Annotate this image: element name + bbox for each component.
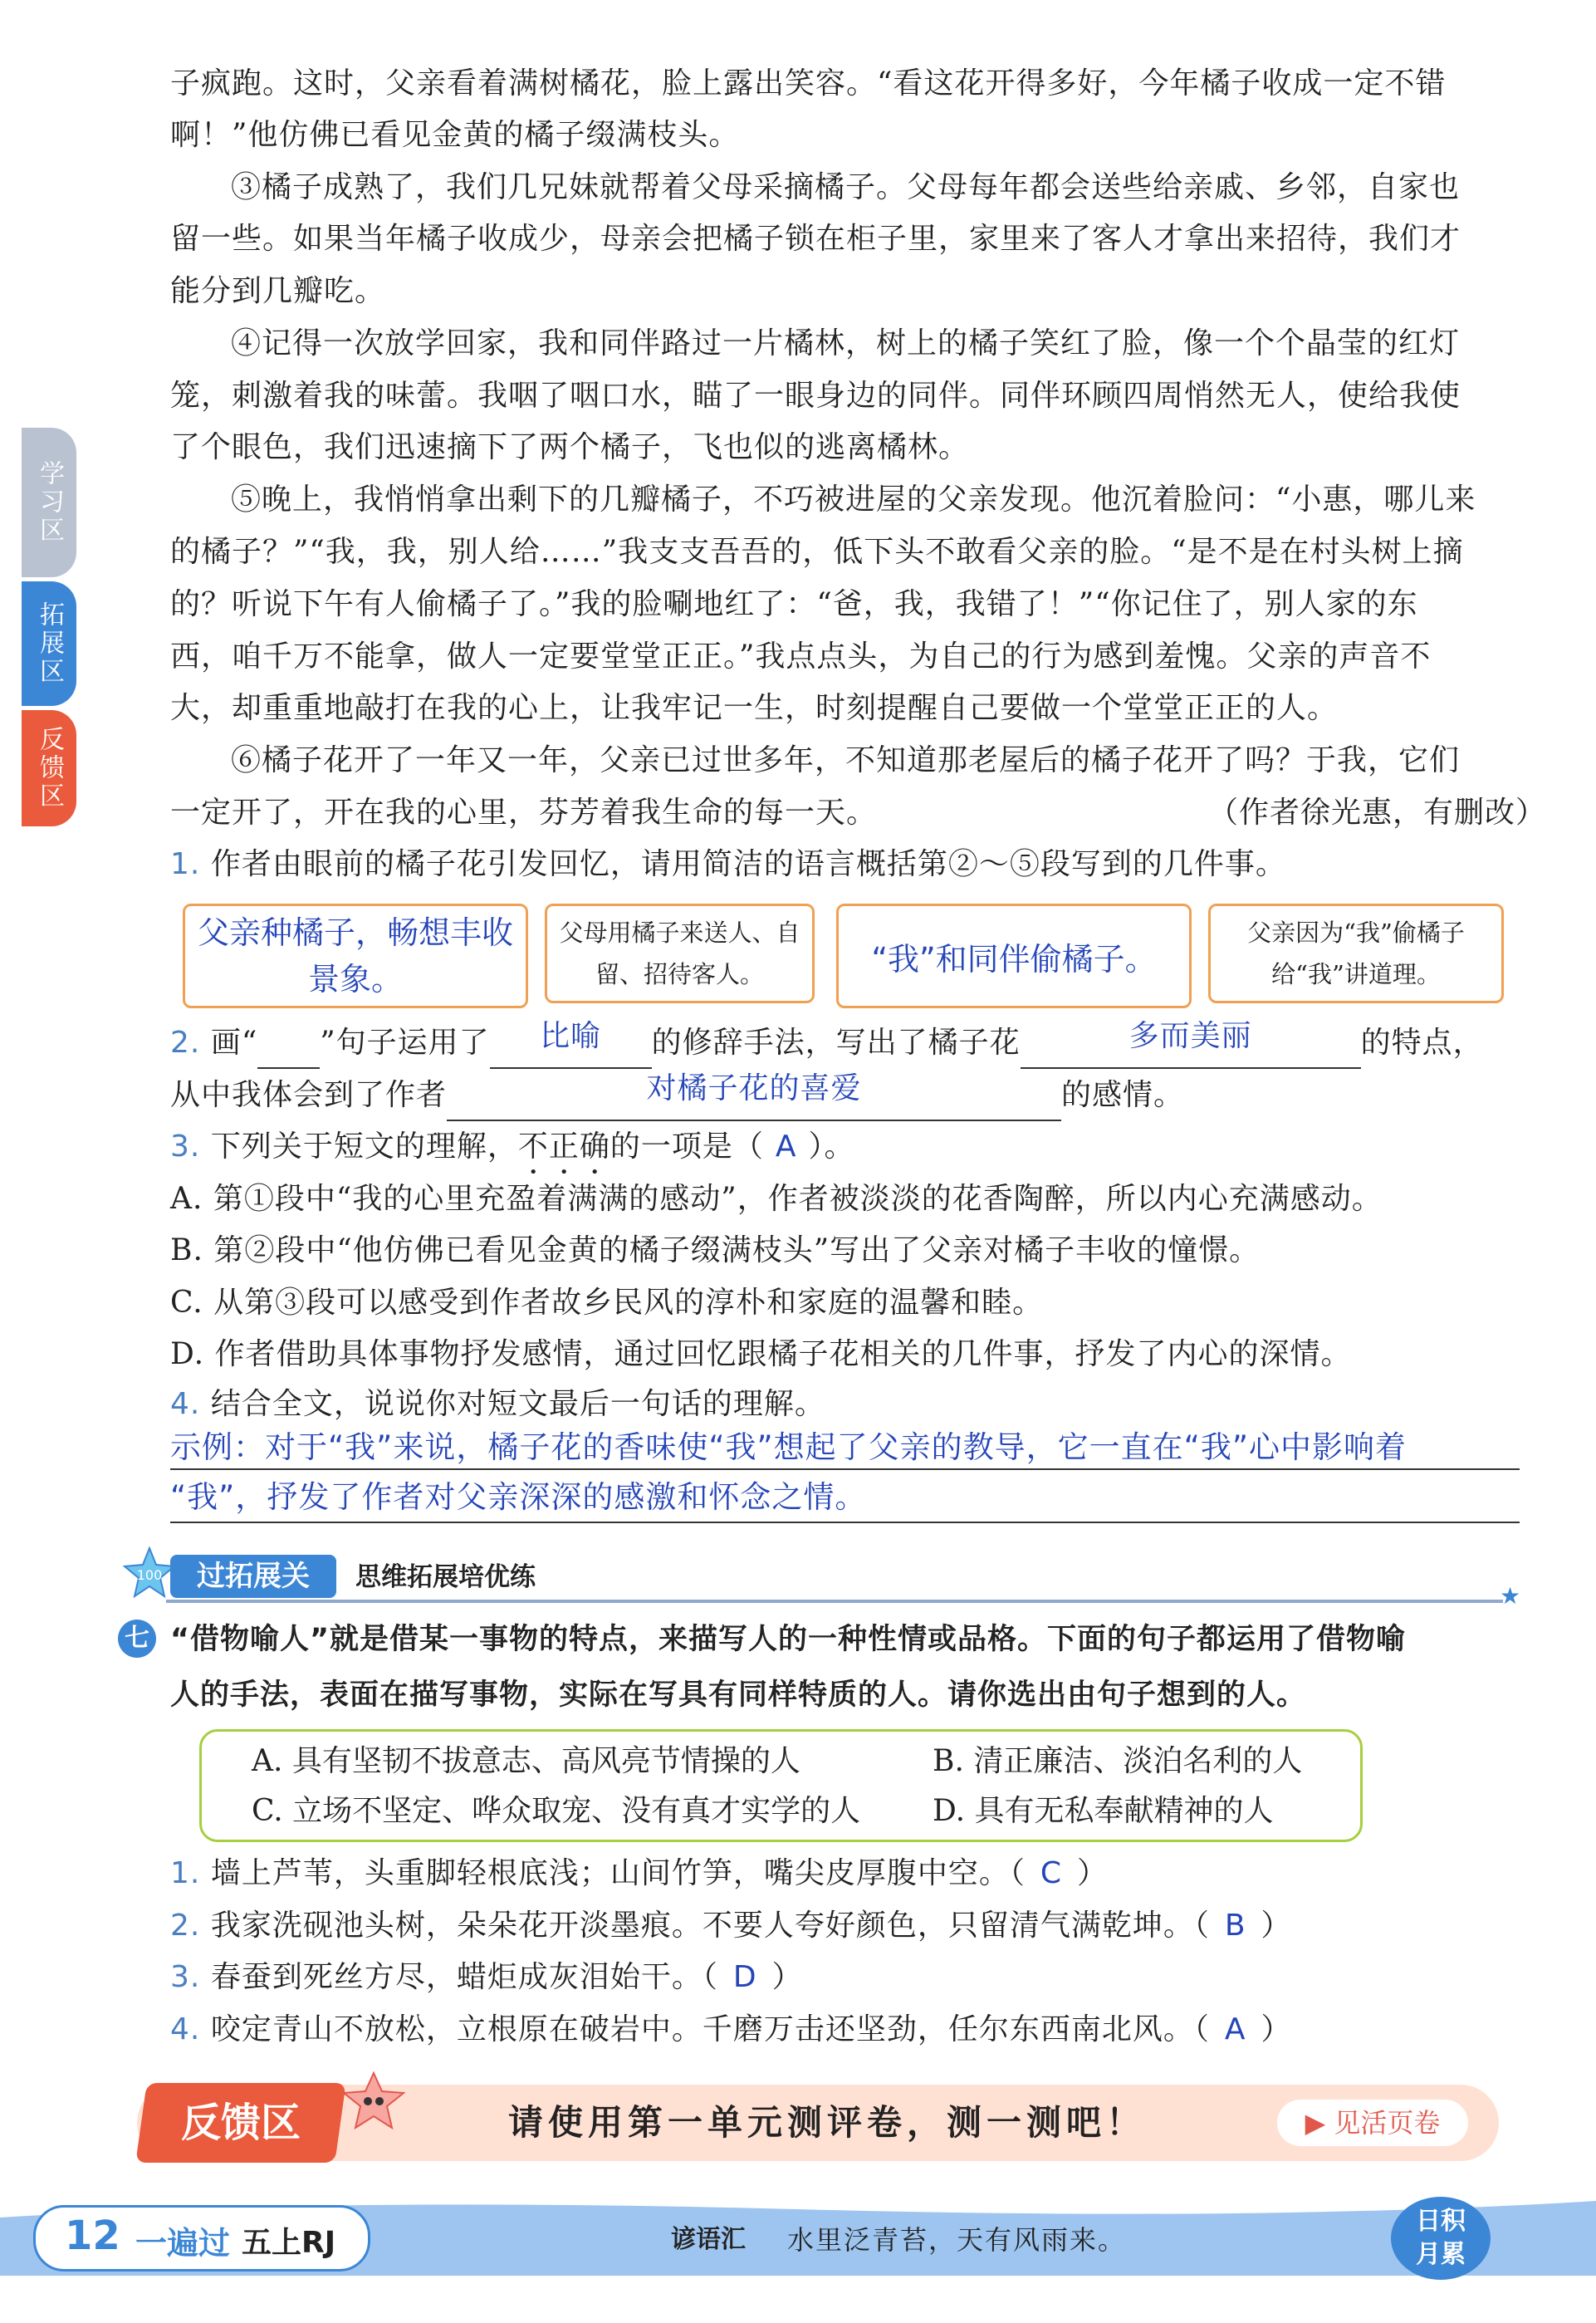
question-2: 2. 画“ ”句子运用了 比喻 的修辞手法，写出了橘子花 多而美丽 的特点， bbox=[170, 1017, 1484, 1069]
option-a: A. 第①段中“我的心里充盈着满满的感动”，作者被淡淡的花香陶醉，所以内心充满感动。 bbox=[170, 1182, 1383, 1216]
passage-line: 能分到几瓣吃。 bbox=[170, 274, 386, 308]
blank-underline bbox=[257, 1026, 320, 1069]
passage-line: ④记得一次放学回家，我和同伴路过一片橘林，树上的橘子笑红了脸，像一个个晶莹的红灯 bbox=[231, 326, 1461, 360]
answer-line-2: “我”，抒发了作者对父亲深深的感激和怀念之情。 bbox=[170, 1479, 867, 1515]
passage-line: 了个眼色，我们迅速摘下了两个橘子，飞也似的逃离橘林。 bbox=[170, 430, 970, 464]
page-number: 12 bbox=[65, 2213, 120, 2259]
answer-choice: C bbox=[1040, 1856, 1062, 1890]
question-number: 1. bbox=[170, 847, 201, 881]
question-7-badge: 七 bbox=[118, 1620, 156, 1658]
section-divider bbox=[166, 1600, 1503, 1603]
passage-line: ⑥橘子花开了一年又一年，父亲已过世多年，不知道那老屋后的橘子花开了吗？于我，它们 bbox=[231, 743, 1461, 777]
passage-line: ③橘子成熟了，我们几兄妹就帮着父母采摘橘子。父母每年都会送些给亲戚、乡邻，自家也 bbox=[231, 170, 1461, 204]
proverb-text: 水里泛青苔，天有风雨来。 bbox=[787, 2224, 1127, 2256]
question-number: 4. bbox=[170, 1387, 201, 1421]
answer-rule bbox=[170, 1468, 1520, 1470]
choice-a: A. 具有坚韧不拔意志、高风亮节情操的人 bbox=[252, 1744, 800, 1778]
feedback-title: 反馈区 bbox=[180, 2100, 301, 2146]
brand-name: 一遍过 bbox=[135, 2225, 231, 2262]
question-2-cont: 从中我体会到了作者 对橘子花的喜爱 的感情。 bbox=[170, 1070, 1184, 1121]
q7-intro-2: 人的手法，表面在描写事物，实际在写具有同样特质的人。请你选出由句子想到的人。 bbox=[170, 1679, 1307, 1712]
side-tab-extend[interactable]: 拓展区 bbox=[22, 581, 76, 706]
section-subtitle: 思维拓展培优练 bbox=[355, 1562, 536, 1592]
daily-accumulation-logo: 日积 月累 bbox=[1391, 2197, 1491, 2280]
answer-choice: A bbox=[1224, 2012, 1246, 2046]
answer-box-3: “我”和同伴偷橘子。 bbox=[836, 904, 1192, 1008]
play-icon: ▶ bbox=[1305, 2107, 1326, 2139]
grade-label: 五上RJ bbox=[242, 2226, 336, 2260]
question-number: 3. bbox=[170, 1130, 201, 1164]
answer-choice: B bbox=[1224, 1909, 1246, 1943]
question-3: 3. 下列关于短文的理解，不正确的一项是（ A ）。 bbox=[170, 1130, 855, 1164]
question-number: 2. bbox=[170, 1026, 201, 1060]
q7-item-1: 1. 墙上芦苇，头重脚轻根底浅；山间竹笋，嘴尖皮厚腹中空。（ C ） bbox=[170, 1856, 1108, 1890]
see-sheet-button[interactable]: ▶ 见活页卷 bbox=[1277, 2100, 1468, 2146]
option-c: C. 从第③段可以感受到作者故乡民风的淳朴和家庭的温馨和睦。 bbox=[170, 1286, 1044, 1320]
passage-line: 留一些。如果当年橘子收成少，母亲会把橘子锁在柜子里，家里来了客人才拿出来招待，我们才 bbox=[170, 222, 1461, 256]
side-tab-feedback[interactable]: 反馈区 bbox=[22, 710, 76, 826]
q7-intro-1: “借物喻人”就是借某一事物的特点，来描写人的一种性情或品格。下面的句子都运用了借物喻 bbox=[170, 1623, 1407, 1656]
question-1 bbox=[170, 839, 1286, 890]
author-credit: （作者徐光惠，有删改） bbox=[1208, 796, 1547, 830]
answer-choice: A bbox=[775, 1130, 797, 1164]
star-badge-icon bbox=[123, 1546, 176, 1600]
choice-b: B. 清正廉洁、淡泊名利的人 bbox=[933, 1744, 1303, 1778]
option-d: D. 作者借助具体事物抒发感情，通过回忆跟橘子花相关的几件事，抒发了内心的深情。 bbox=[170, 1337, 1352, 1371]
passage-line: 西，咱千万不能拿，做人一定要堂堂正正。”我点点头，为自己的行为感到羞愧。父亲的声音不 bbox=[170, 640, 1432, 674]
choices-box bbox=[199, 1729, 1363, 1842]
passage-line: 笼，刺激着我的味蕾。我咽了咽口水，瞄了一眼身边的同伴。同伴环顾四周悄然无人，使给我使 bbox=[170, 379, 1461, 413]
answer-box-2: 父母用橘子来送人、自留、招待客人。 bbox=[545, 904, 815, 1003]
passage-line: 大，却重重地敲打在我的心上，让我牢记一生，时刻提醒自己要做一个堂堂正正的人。 bbox=[170, 691, 1339, 725]
q7-item-4: 4. 咬定青山不放松，立根原在破岩中。千磨万击还坚劲，任尔东西南北风。（ A ） bbox=[170, 2012, 1292, 2046]
answer-box-1: 父亲种橘子，畅想丰收景象。 bbox=[183, 904, 528, 1008]
q7-item-3: 3. 春蚕到死丝方尽，蜡炬成灰泪始干。（ D ） bbox=[170, 1960, 803, 1994]
passage-line: 一定开了，开在我的心里，芬芳着我生命的每一天。 bbox=[170, 796, 878, 830]
passage-line: 子疯跑。这时，父亲看着满树橘花，脸上露出笑容。“看这花开得多好，今年橘子收成一定不错 bbox=[170, 66, 1447, 100]
passage-line: ⑤晚上，我悄悄拿出剩下的几瓣橘子，不巧被进屋的父亲发现。他沉着脸问：“小惠，哪儿来 bbox=[231, 483, 1476, 517]
mascot-icon bbox=[340, 2071, 407, 2129]
passage-line: 啊！”他仿佛已看见金黄的橘子缀满枝头。 bbox=[170, 118, 740, 152]
passage-line: 的橘子？”“我，我，别人给……”我支支吾吾的，低下头不敢看父亲的脸。“是不是在村头树上摘 bbox=[170, 535, 1464, 569]
answer-rule bbox=[170, 1522, 1520, 1523]
proverb-label: 谚语汇 bbox=[671, 2225, 746, 2254]
answer-blank-3[interactable]: 对橘子花的喜爱 bbox=[447, 1078, 1061, 1121]
q7-item-2: 2. 我家洗砚池头树，朵朵花开淡墨痕。不要人夸好颜色，只留清气满乾坤。（ B ） bbox=[170, 1909, 1292, 1943]
answer-blank-2[interactable]: 多而美丽 bbox=[1021, 1026, 1361, 1069]
star-icon: ★ bbox=[1500, 1582, 1521, 1610]
answer-box-4: 父亲因为“我”偷橘子给“我”讲道理。 bbox=[1208, 904, 1504, 1003]
question-text: 作者由眼前的橘子花引发回忆，请用简洁的语言概括第②～⑤段写到的几件事。 bbox=[210, 847, 1286, 881]
side-tab-study[interactable]: 学习区 bbox=[22, 428, 76, 577]
answer-choice: D bbox=[732, 1960, 757, 1994]
passage-line: 的？听说下午有人偷橘子了。”我的脸唰地红了：“爸，我，我错了！”“你记住了，别人家的东 bbox=[170, 587, 1418, 621]
answer-line-1: 示例：对于“我”来说，橘子花的香味使“我”想起了父亲的教导，它一直在“我”心中影响着 bbox=[170, 1429, 1408, 1465]
choice-d: D. 具有无私奉献精神的人 bbox=[933, 1794, 1274, 1828]
answer-blank-1[interactable]: 比喻 bbox=[490, 1026, 652, 1069]
choice-c: C. 立场不坚定、哗众取宠、没有真才实学的人 bbox=[252, 1794, 861, 1828]
feedback-text: 请使用第一单元测评卷，测一测吧！ bbox=[508, 2102, 1147, 2143]
question-4: 4. 结合全文，说说你对短文最后一句话的理解。 bbox=[170, 1387, 825, 1421]
option-b: B. 第②段中“他仿佛已看见金黄的橘子缀满枝头”写出了父亲对橘子丰收的憧憬。 bbox=[170, 1233, 1261, 1267]
svg-text:100: 100 bbox=[136, 1567, 163, 1583]
emphasis-text: 不正确 bbox=[517, 1130, 610, 1164]
section-title: 过拓展关 bbox=[170, 1555, 336, 1598]
footer-label bbox=[33, 2205, 370, 2272]
